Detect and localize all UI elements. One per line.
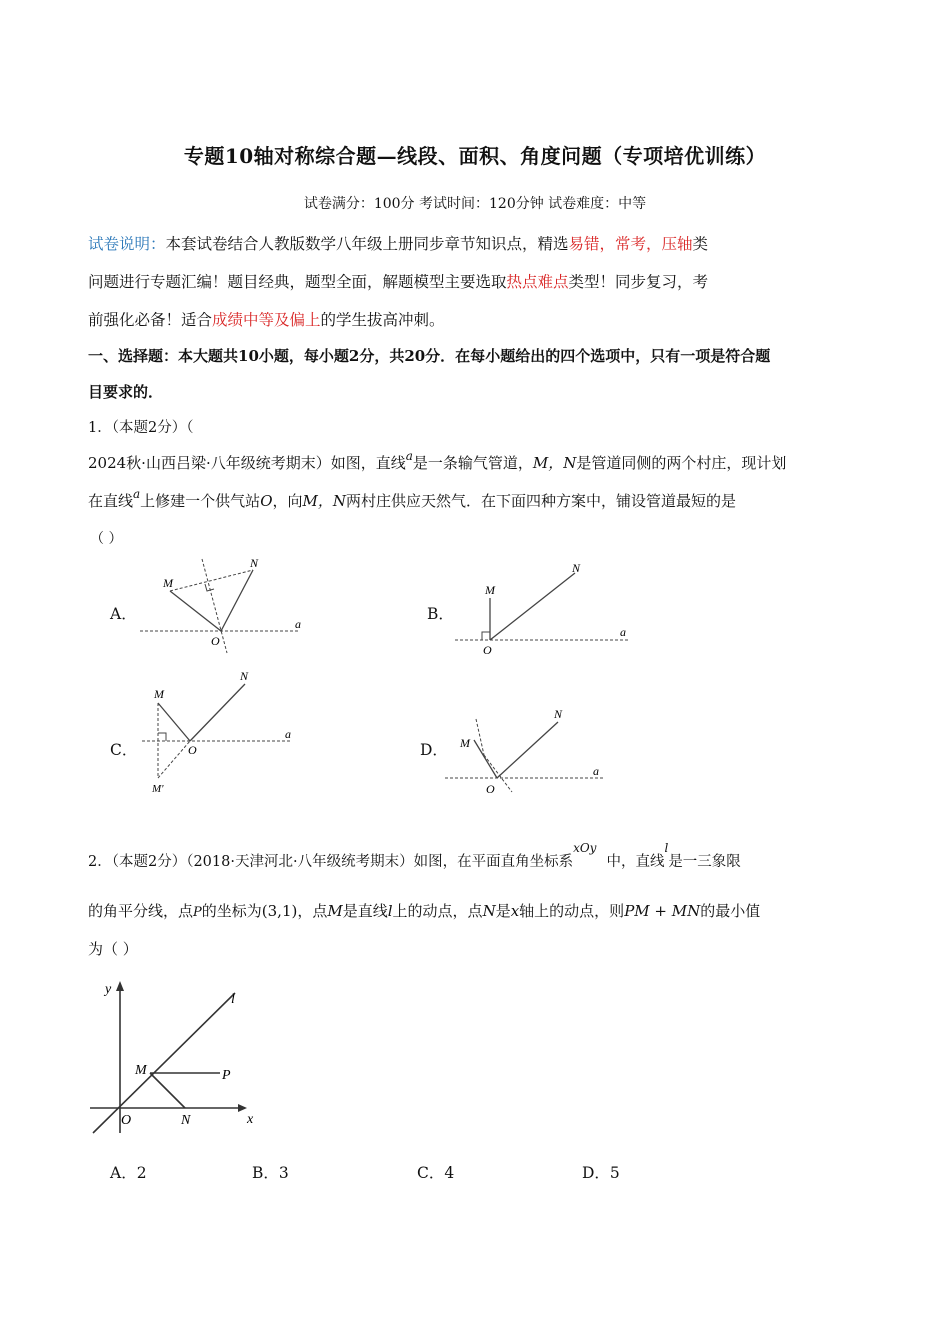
exam-meta: 试卷满分：100分 考试时间：120分钟 试卷难度：中等 [303, 196, 647, 212]
var-l: l [664, 841, 669, 855]
segment-no [490, 573, 575, 640]
q2-line-1 [88, 841, 741, 871]
q1-text: 在直线 [88, 492, 134, 510]
q2-text: 的角平分线，点 [88, 902, 194, 920]
q1-figure-b [450, 558, 635, 658]
segment-mo [158, 703, 190, 741]
label-o: O [211, 634, 220, 648]
q1-text: 2024秋·山西吕梁·八年级统考期末）如图，直线 [88, 454, 406, 472]
label-n: N [250, 556, 259, 570]
q1-option-a-label: A． [110, 605, 137, 623]
q1-var: M，N [532, 454, 577, 472]
intro-line-1 [88, 232, 708, 254]
q1-line-2 [88, 487, 737, 511]
label-l: l [231, 992, 235, 1007]
q2-option-a: A．2 [110, 1164, 147, 1182]
intro-highlight-1: 易错，常考，压轴 [568, 235, 693, 253]
label-a: a [593, 764, 599, 778]
section-heading: 一、选择题：本大题共10小题，每小题2分，共20分．在每小题给出的四个选项中，只有一项是符合题 [88, 347, 771, 365]
var-n: N [482, 902, 496, 920]
intro-highlight-3: 成绩中等及偏上 [212, 311, 321, 329]
label-p: P [222, 1068, 231, 1083]
q1-text: ，向 [272, 492, 303, 510]
label-m: M [485, 583, 495, 597]
q1-text: 是一条输气管道， [412, 454, 533, 472]
var-a: a [133, 487, 141, 501]
q1-figure-c [140, 668, 300, 798]
segment-mo [170, 591, 221, 631]
intro-line-3 [88, 308, 445, 330]
intro-label: 试卷说明： [88, 235, 166, 253]
intro-text: 的学生拔高冲刺。 [320, 311, 445, 329]
q2-text: 上的动点，点 [392, 902, 483, 920]
q2-figure [85, 975, 270, 1135]
label-m: M [135, 1063, 147, 1078]
q2-text: 是 [495, 902, 511, 920]
q2-text: 的最小值 [700, 902, 761, 920]
var-l: l [387, 902, 393, 920]
intro-line-2 [88, 270, 708, 292]
q2-option-d: D．5 [582, 1164, 620, 1182]
label-a: a [285, 727, 291, 741]
label-n: N [554, 707, 563, 721]
q2-text: 2．（本题2分）（2018·天津河北·八年级统考期末）如图，在平面直角坐标系 [88, 854, 574, 870]
segment-no [497, 722, 558, 778]
q1-option-b-label: B． [427, 605, 454, 623]
label-m: M [163, 576, 173, 590]
label-n: N [572, 561, 581, 575]
segment-no [221, 570, 253, 631]
q2-option-b: B．3 [252, 1164, 289, 1182]
y-axis-arrow [116, 981, 124, 991]
q2-text: ，点 [297, 902, 328, 920]
segment-no [190, 684, 245, 741]
segment-mo [474, 740, 497, 778]
q1-figure-d [440, 705, 615, 800]
var-m: M [327, 902, 343, 920]
label-o: O [483, 643, 492, 657]
x-axis-arrow [238, 1104, 247, 1112]
line-l [93, 993, 235, 1133]
q1-figure-a [135, 553, 310, 658]
label-o: O [188, 743, 197, 757]
q1-text: 是管道同侧的两个村庄，现计划 [576, 454, 787, 472]
q2-option-c: C．4 [417, 1164, 455, 1182]
intro-text: 前强化必备！适合 [88, 311, 213, 329]
var-xoy: xOy [573, 841, 597, 855]
label-o: O [486, 782, 495, 796]
q2-text: 中，直线 [606, 854, 665, 870]
q2-text: 是直线 [342, 902, 388, 920]
q1-option-c-label: C． [110, 741, 138, 759]
label-n: N [181, 1113, 191, 1128]
coord-p: (3,1) [261, 902, 298, 920]
intro-text: 类型！同步复习，考 [568, 273, 709, 291]
q2-text: 的坐标为 [201, 902, 262, 920]
right-angle-mark [482, 632, 490, 640]
q1-answer-blank: （ ） [90, 531, 123, 547]
q1-var: O [260, 492, 273, 510]
label-x: x [247, 1112, 254, 1127]
right-angle-mark [158, 733, 166, 741]
intro-text: 问题进行专题汇编！题目经典，题型全面，解题模型主要选取 [88, 273, 507, 291]
page-title: 专题10轴对称综合题—线段、面积、角度问题（专项培优训练） [183, 144, 767, 168]
var-p: P [193, 905, 202, 920]
label-a: a [620, 625, 626, 639]
label-a: a [295, 617, 301, 631]
label-m: M [460, 736, 470, 750]
expr-pm-mn: PM + MN [624, 902, 701, 920]
label-m-prime: M' [152, 783, 164, 795]
label-n: N [240, 669, 249, 683]
q2-line-3: 为（ ） [88, 940, 138, 958]
segment-m1o [158, 741, 190, 778]
label-m: M [154, 687, 164, 701]
q1-text: 两村庄供应天然气．在下面四种方案中，铺设管道最短的是 [346, 492, 737, 510]
right-angle-mark [205, 584, 214, 591]
label-o: O [121, 1113, 132, 1128]
q1-var: M，N [302, 492, 346, 510]
intro-text: 本套试卷结合人教版数学八年级上册同步章节知识点，精选 [165, 235, 569, 253]
intro-text: 类 [692, 235, 709, 253]
q2-line-2 [88, 900, 760, 921]
segment-mn [170, 570, 253, 591]
var-a: a [405, 449, 413, 463]
q1-header: 1．（本题2分）（ [88, 420, 194, 436]
section-heading-cont: 目要求的． [88, 383, 164, 401]
q2-text: 轴上的动点，则 [519, 902, 625, 920]
var-x: x [510, 902, 520, 920]
q1-option-d-label: D． [420, 741, 448, 759]
intro-highlight-2: 热点难点 [506, 273, 569, 291]
label-y: y [105, 982, 112, 997]
q2-text: 是一三象限 [668, 854, 741, 870]
q1-line-1 [88, 449, 787, 473]
segment-mn [150, 1073, 185, 1108]
q1-text: 上修建一个供气站 [140, 492, 261, 510]
